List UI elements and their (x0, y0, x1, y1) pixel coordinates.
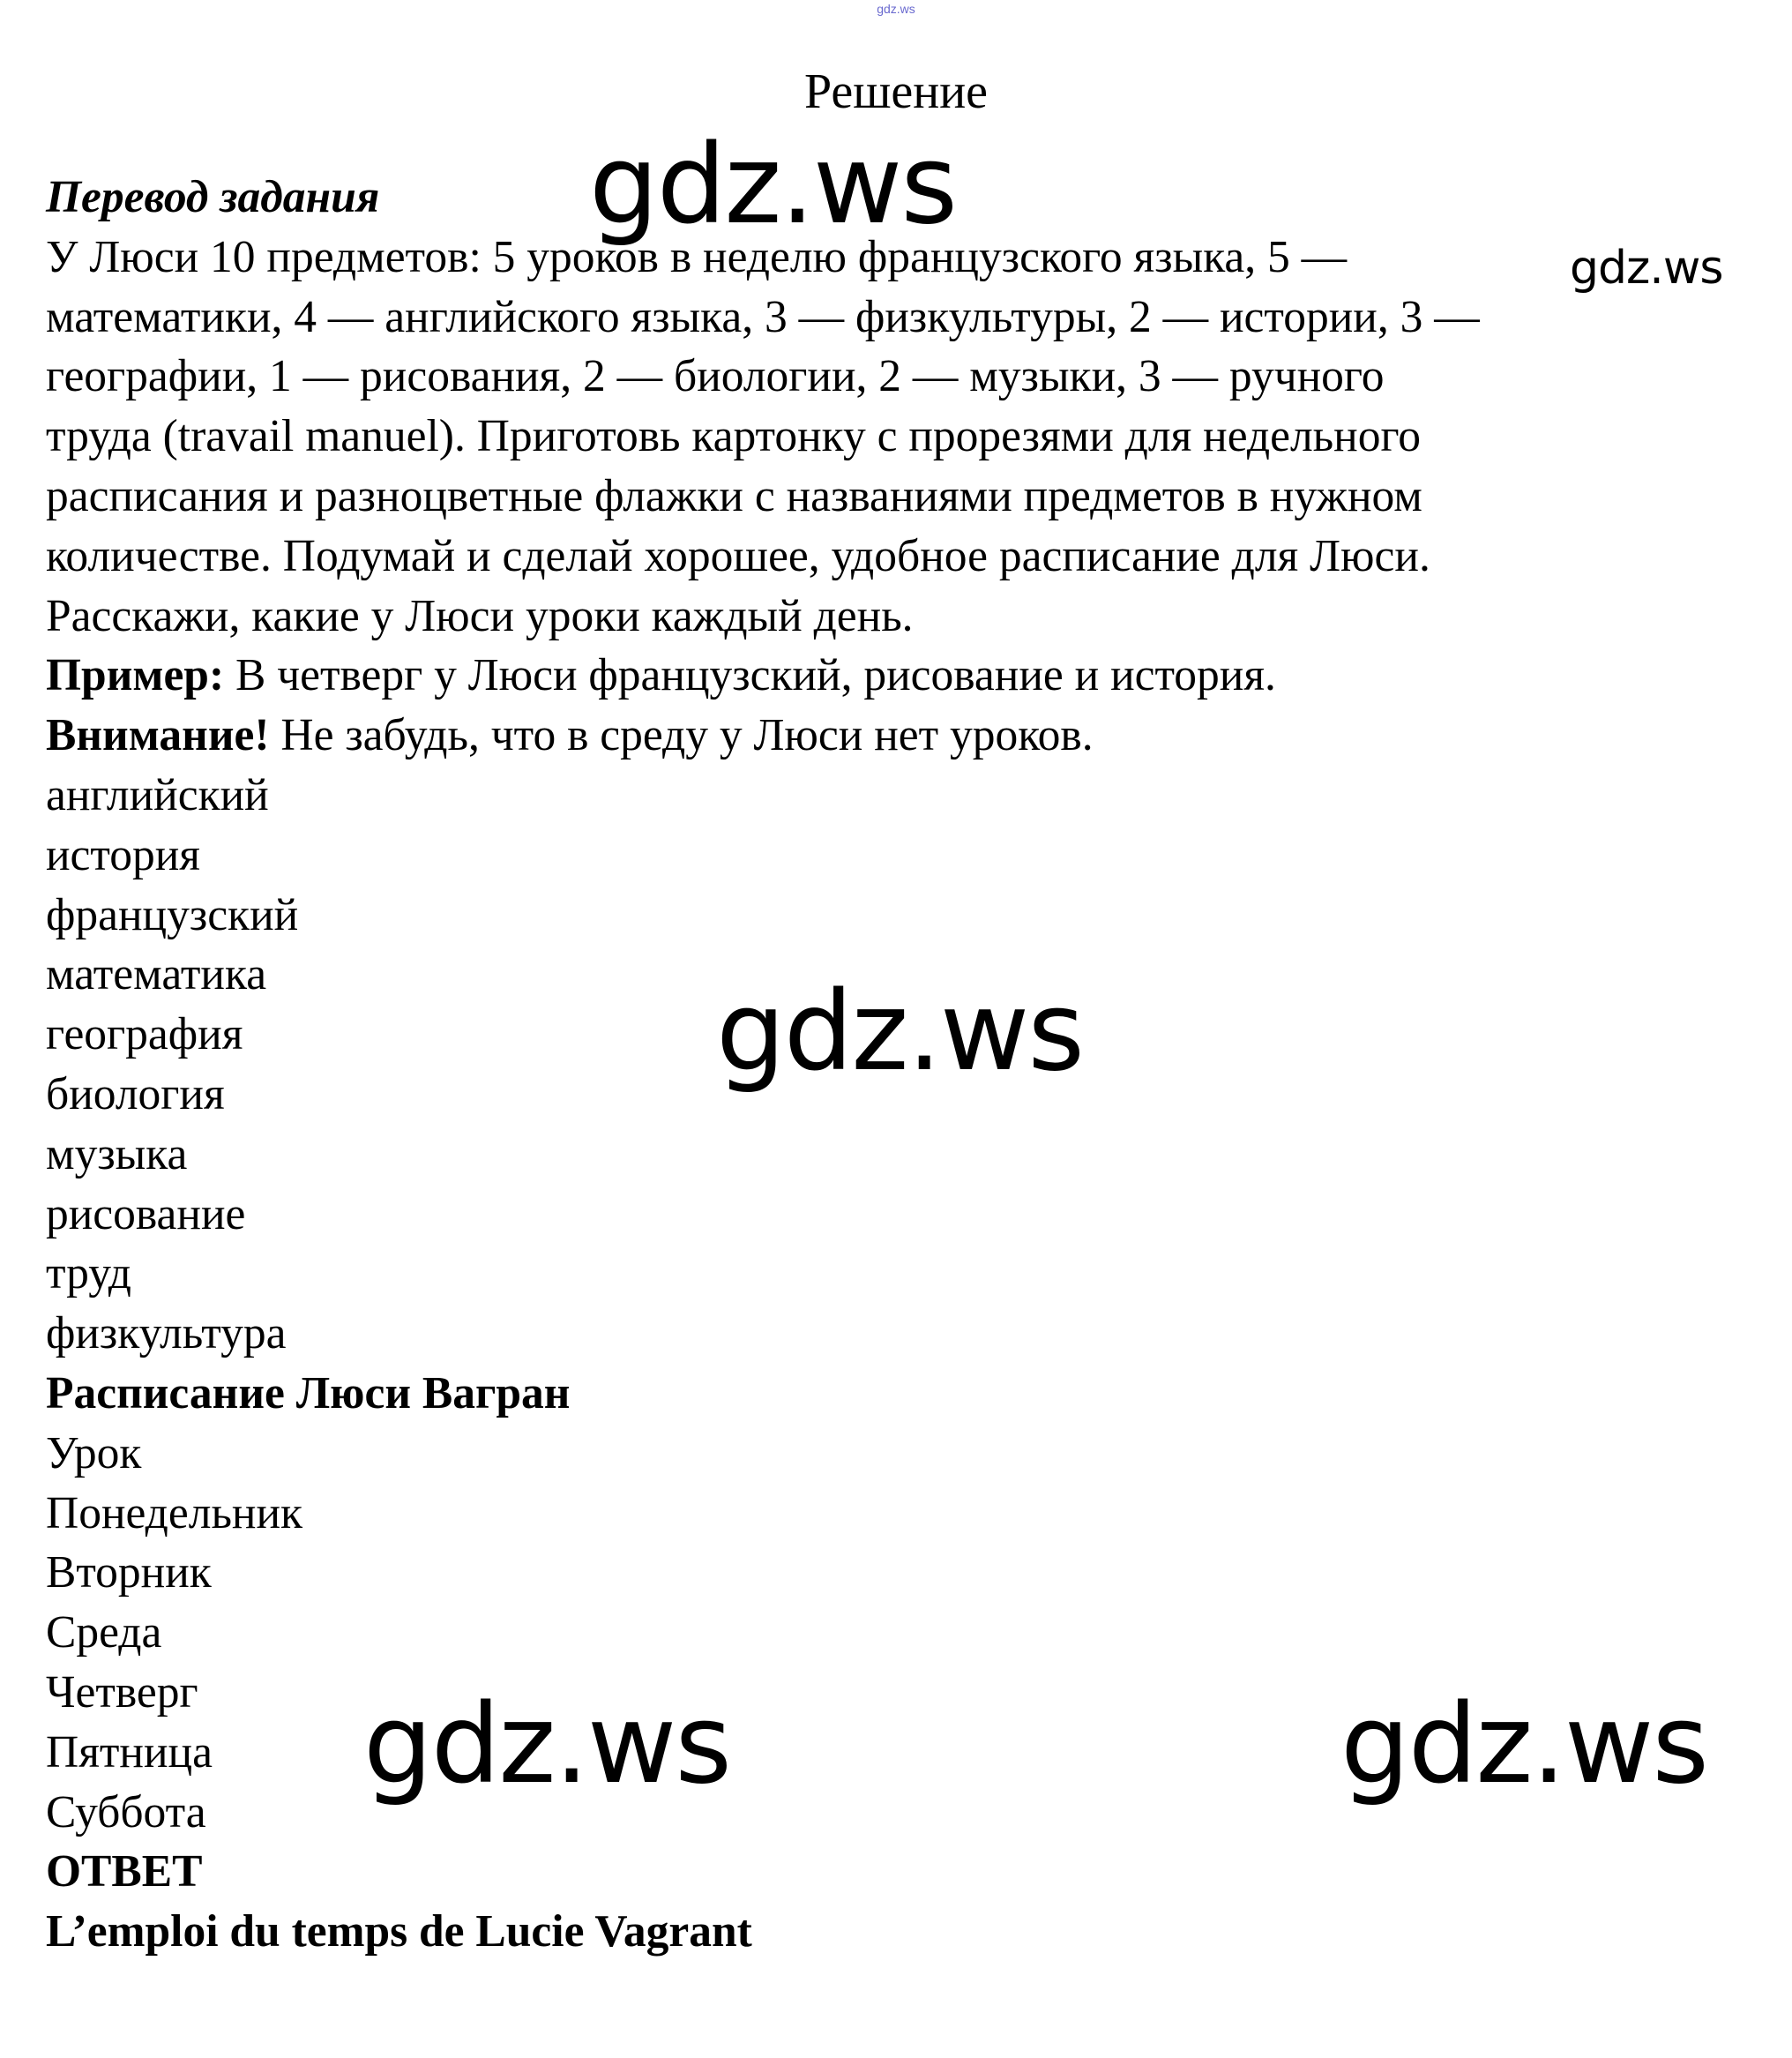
subject-item: история (46, 829, 200, 880)
watermark: gdz.ws (1340, 1681, 1707, 1808)
task-line: географии, 1 — рисования, 2 — биологии, 2 — музыки, 3 — ручного (46, 351, 1385, 402)
subject-item: музыка (46, 1128, 188, 1179)
schedule-row-label: Вторник (46, 1547, 212, 1598)
page-heading: Решение (803, 64, 989, 119)
top-watermark: gdz.ws (877, 2, 915, 16)
task-line: труда (travail manuel). Приготовь картонку с прорезями для недельного (46, 411, 1422, 462)
task-line: расписания и разноцветные флажки с названиями предметов в нужном (46, 470, 1422, 521)
answer-title: L’emploi du temps de Lucie Vagrant (46, 1906, 752, 1957)
watermark: gdz.ws (363, 1681, 730, 1808)
subject-item: математика (46, 949, 267, 1000)
attention-line (46, 706, 1748, 766)
attention-text: Не забудь, что в среду у Люси нет уроков. (269, 710, 1094, 761)
example-text: В четверг у Люси французский, рисование и история. (224, 650, 1276, 701)
task-line: Расскажи, какие у Люси уроки каждый день. (46, 590, 914, 641)
schedule-row-label: Среда (46, 1607, 162, 1658)
subject-item: биология (46, 1068, 225, 1119)
answer-label: ОТВЕТ (46, 1846, 203, 1897)
schedule-row-label: Суббота (46, 1786, 206, 1837)
task-line: У Люси 10 предметов: 5 уроков в неделю французского языка, 5 — (46, 231, 1348, 282)
attention-label: Внимание! (46, 710, 270, 761)
watermark: gdz.ws (716, 969, 1083, 1096)
schedule-row-label: Урок (46, 1427, 142, 1478)
schedule-row-label: Понедельник (46, 1487, 303, 1538)
subject-item: рисование (46, 1188, 246, 1239)
watermark: gdz.ws (589, 122, 956, 249)
subject-item: английский (46, 769, 269, 820)
task-line: количестве. Подумай и сделай хорошее, удобное расписание для Люси. (46, 530, 1430, 581)
schedule-row-label: Пятница (46, 1726, 213, 1777)
example-line (46, 646, 1748, 706)
task-title: Перевод задания (46, 172, 380, 222)
watermark: gdz.ws (1570, 242, 1723, 295)
subject-item: труд (46, 1248, 131, 1299)
subject-item: физкультура (46, 1308, 287, 1359)
task-line: математики, 4 — английского языка, 3 — физкультуры, 2 — истории, 3 — (46, 291, 1480, 342)
schedule-title: Расписание Люси Вагран (46, 1367, 571, 1418)
example-label: Пример: (46, 650, 225, 701)
schedule-row-label: Четверг (46, 1666, 198, 1717)
subject-item: география (46, 1009, 243, 1060)
subject-item: французский (46, 889, 299, 940)
